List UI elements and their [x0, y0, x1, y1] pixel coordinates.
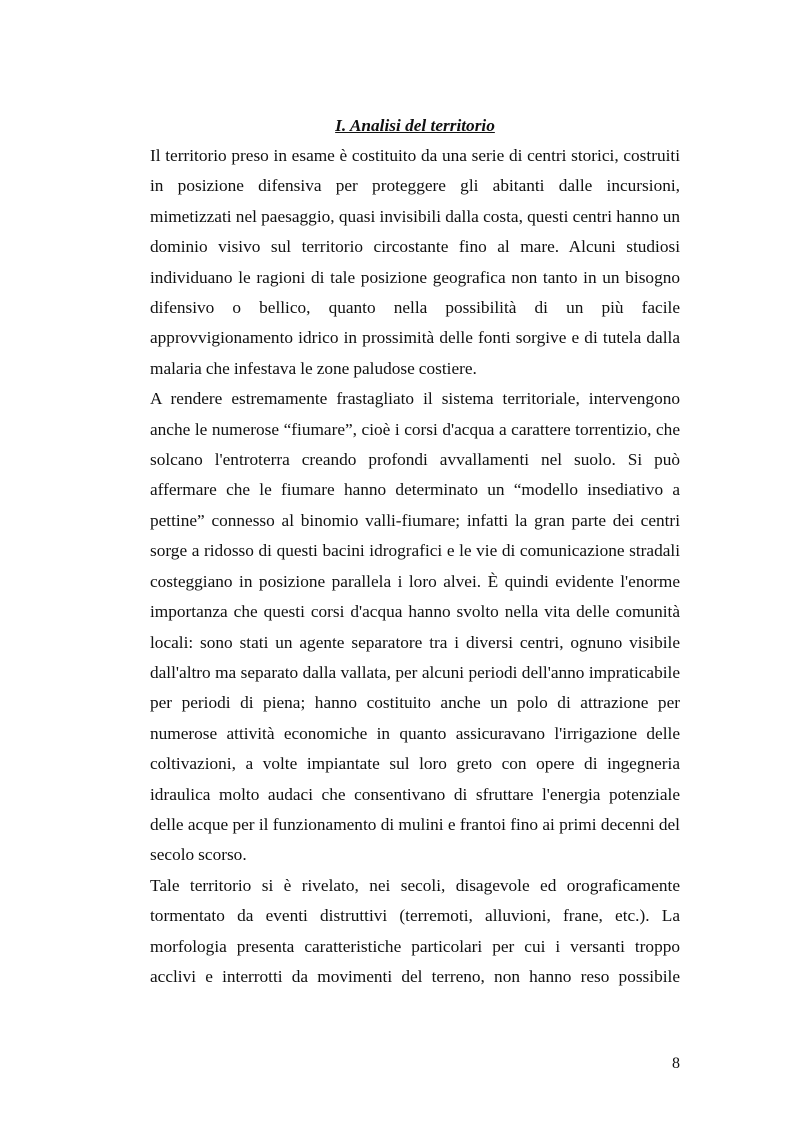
paragraph-intro: Il territorio preso in esame è costituito da una serie di centri storici, costruiti in posizione difensiva per proteggere gli abitanti dalle incursioni, mimetizzati nel paesaggio, quasi invisibili dalla costa, questi centri hanno un dominio visivo sul territorio circostante fino al mare. Alcuni studiosi individuano le ragioni di tale posizione geografica non tanto in un bisogno difensivo o bellico, quanto nella possibilità di un più facile approvvigionamento idrico in prossimità delle fonti sorgive e di tutela dalla malaria che infestava le zone paludose costiere.	[150, 146, 680, 378]
body-text	[150, 141, 680, 992]
paragraph-morfologia: Tale territorio si è rivelato, nei secoli, disagevole ed orograficamente tormentato da eventi distruttivi (terremoti, alluvioni, frane, etc.). La morfologia presenta caratteristiche particolari per cui i versanti troppo acclivi e interrotti da movimenti del terreno, non hanno reso possibile	[150, 875, 680, 986]
paragraph-fiumare: A rendere estremamente frastagliato il sistema territoriale, intervengono anche le numerose “fiumare”, cioè i corsi d'acqua a carattere torrentizio, che solcano l'entroterra creando profondi avvallamenti nel suolo. Si può affermare che le fiumare hanno determinato un “modello insediativo a pettine” connesso al binomio valli-fiumare; infatti la gran parte dei centri sorge a ridosso di questi bacini idrografici e le vie di comunicazione stradali costeggiano in posizione parallela i loro alvei. È quindi evidente l'enorme importanza che questi corsi d'acqua hanno svolto nella vita delle comunità locali: sono stati un agente separatore tra i diversi centri, ognuno visibile dall'altro ma separato dalla vallata, per alcuni periodi dell'anno impraticabile per periodi di piena; hanno costituito anche un polo di attrazione per numerose attività economiche in quanto assicuravano l'irrigazione delle coltivazioni, a volte impiantate sul loro greto con opere di ingegneria idraulica molto audaci che consentivano di sfruttare l'energia potenziale delle acque per il funzionamento di mulini e frantoi fino ai primi decenni del secolo scorso.	[150, 389, 680, 865]
section-title: I. Analisi del territorio	[335, 116, 495, 135]
page-number: 8	[672, 1055, 680, 1072]
